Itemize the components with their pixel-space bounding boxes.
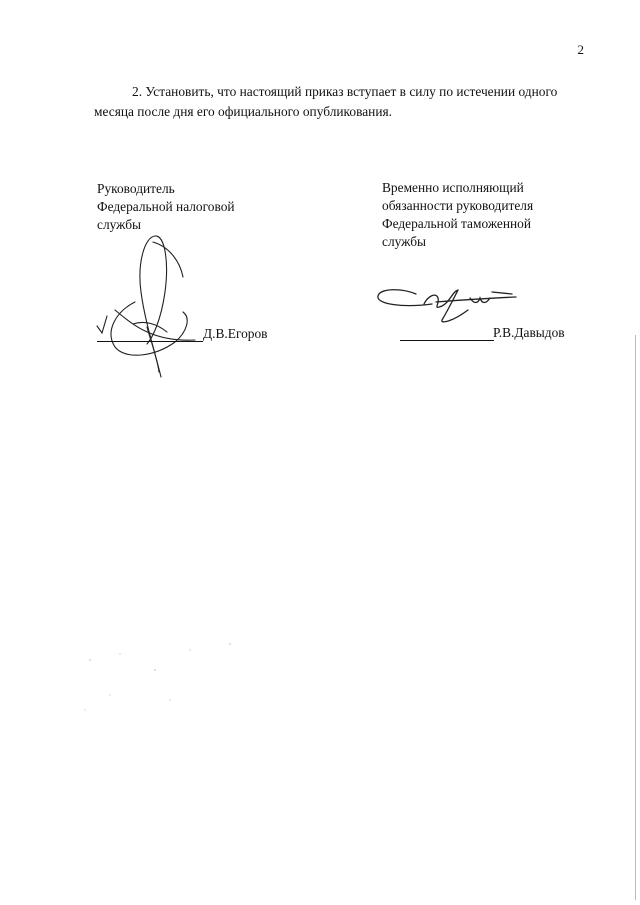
left-title-line: службы [97, 217, 142, 232]
page-number: 2 [577, 42, 584, 57]
right-title-line: Федеральной таможенной [382, 216, 532, 231]
right-title-line: службы [382, 234, 427, 249]
left-signature-icon [95, 232, 215, 382]
right-signature-line [400, 340, 494, 341]
right-signature-icon [372, 280, 522, 330]
right-title-line: Временно исполняющий [382, 180, 524, 195]
left-title-line: Руководитель [97, 181, 175, 196]
left-signature-line [97, 341, 203, 342]
left-title-line: Федеральной налоговой [97, 199, 235, 214]
right-title-line: обязанности руководителя [382, 198, 534, 213]
left-signatory-title [97, 180, 235, 234]
right-signatory-title [382, 179, 533, 251]
scan-edge-line [635, 335, 636, 900]
right-signer-name: Р.В.Давыдов [493, 325, 565, 340]
order-paragraph-2: 2. Установить, что настоящий приказ вступает в силу по истечении одного месяца после дня его официального опубликования. [94, 84, 558, 119]
scan-noise-specks [80, 640, 280, 720]
left-signer-name: Д.В.Егоров [203, 326, 268, 341]
